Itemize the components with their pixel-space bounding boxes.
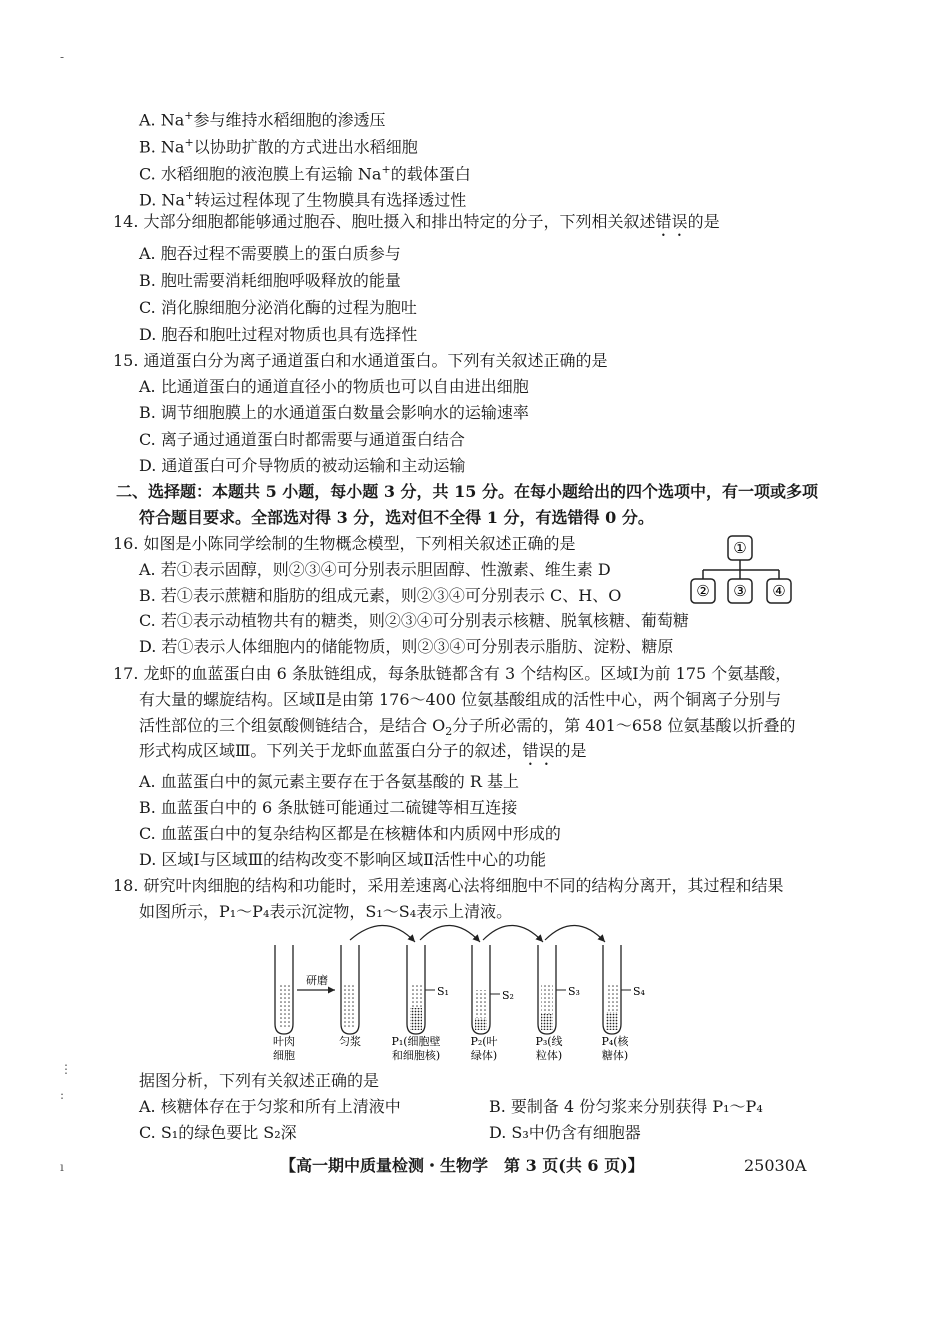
transfer-arrow-2 xyxy=(420,925,480,942)
q14-option-b: B. 胞吐需要消耗细胞呼吸释放的能量 xyxy=(139,271,401,290)
scan-mark-bottom: ı xyxy=(60,1160,64,1174)
tube3-caption-2: 绿体) xyxy=(470,1049,498,1062)
tube5-caption-2: 糖体) xyxy=(601,1049,629,1062)
tube5-caption-1: P₄(核 xyxy=(601,1035,629,1048)
q16-option-d: D. 若①表示人体细胞内的储能物质，则②③④可分别表示脂肪、淀粉、糖原 xyxy=(139,637,674,656)
q13-option-a: A. Na+参与维持水稻细胞的渗透压 xyxy=(139,109,386,130)
tube3-caption-1: P₂(叶 xyxy=(470,1035,498,1048)
q17-stem-line4: 形式构成区域Ⅲ。下列关于龙虾血蓝蛋白分子的叙述，错误的是 xyxy=(139,741,587,760)
q17-stem-line3: 活性部位的三个组氨酸侧链结合，是结合 $O_2$分子所必需的，第 401～658 位氨基酸以折叠的 xyxy=(139,716,796,739)
tube0-caption-1: 叶肉 xyxy=(273,1035,295,1048)
concept-model-diagram xyxy=(690,530,800,610)
tube-p3 xyxy=(538,945,566,1034)
tube2-caption-1: P₁(细胞壁 xyxy=(391,1035,441,1048)
tube2-caption-2: 和细胞核) xyxy=(391,1049,441,1062)
q18-prompt: 据图分析，下列有关叙述正确的是 xyxy=(139,1071,380,1090)
q17-stem-line2: 有大量的螺旋结构。区域Ⅱ是由第 176～400 位氨基酸组成的活性中心，两个铜离子分别与 xyxy=(139,690,782,709)
diagram-label-3: ③ xyxy=(733,582,747,600)
exam-code: 25030A xyxy=(744,1156,807,1175)
q13-option-c: C. 水稻细胞的液泡膜上有运输 Na+的载体蛋白 xyxy=(139,163,471,184)
q13-option-b: B. Na+以协助扩散的方式进出水稻细胞 xyxy=(139,136,418,157)
q18-stem-line2: 如图所示，P₁～P₄表示沉淀物，S₁～S₄表示上清液。 xyxy=(139,902,513,921)
tube-p4 xyxy=(603,945,631,1034)
q16-option-c: C. 若①表示动植物共有的糖类，则②③④可分别表示核糖、脱氧核糖、葡萄糖 xyxy=(139,611,689,630)
scan-mark-left-2: : xyxy=(60,1088,65,1102)
page-footer: 【高一期中质量检测・生物学 第 3 页(共 6 页)】 xyxy=(280,1156,644,1175)
tube4-caption-1: P₃(线 xyxy=(535,1035,563,1048)
s3-label: S₃ xyxy=(568,985,580,998)
tube-p2 xyxy=(472,945,500,1034)
transfer-arrow-4 xyxy=(545,925,605,942)
q16-option-b: B. 若①表示蔗糖和脂肪的组成元素，则②③④可分别表示 C、H、O xyxy=(139,586,622,605)
q18-option-b: B. 要制备 4 份匀浆来分别获得 P₁～P₄ xyxy=(489,1097,763,1116)
centrifugation-figure xyxy=(255,920,675,1065)
q17-option-a: A. 血蓝蛋白中的氮元素主要存在于各氨基酸的 R 基上 xyxy=(139,772,519,791)
tube1-caption: 匀浆 xyxy=(339,1035,361,1048)
q17-option-b: B. 血蓝蛋白中的 6 条肽链可能通过二硫键等相互连接 xyxy=(139,798,518,817)
tube0-caption-2: 细胞 xyxy=(273,1049,295,1062)
section2-instructions: 符合题目要求。全部选对得 3 分，选对但不全得 1 分，有选错得 0 分。 xyxy=(139,508,654,527)
q18-option-c: C. S₁的绿色要比 S₂深 xyxy=(139,1123,297,1142)
q15-option-c: C. 离子通过通道蛋白时都需要与通道蛋白结合 xyxy=(139,430,465,449)
transfer-arrow-1 xyxy=(350,925,415,942)
scan-mark-top: - xyxy=(60,50,65,64)
tube-p1 xyxy=(407,945,435,1034)
q16-option-a: A. 若①表示固醇，则②③④可分别表示胆固醇、性激素、维生素 D xyxy=(139,560,611,579)
s1-label: S₁ xyxy=(437,985,449,998)
q14-option-a: A. 胞吞过程不需要膜上的蛋白质参与 xyxy=(139,244,401,263)
q17-option-c: C. 血蓝蛋白中的复杂结构区都是在核糖体和内质网中形成的 xyxy=(139,824,561,843)
q16-stem: 16. 如图是小陈同学绘制的生物概念模型，下列相关叙述正确的是 xyxy=(113,534,576,553)
section2-heading: 二、选择题：本题共 5 小题，每小题 3 分，共 15 分。在每小题给出的四个选项中，有一项或多项 xyxy=(116,482,818,501)
q15-option-b: B. 调节细胞膜上的水通道蛋白数量会影响水的运输速率 xyxy=(139,403,529,422)
q18-option-a: A. 核糖体存在于匀浆和所有上清液中 xyxy=(139,1097,401,1116)
diagram-label-top: ① xyxy=(733,539,747,557)
q15-option-d: D. 通道蛋白可介导物质的被动运输和主动运输 xyxy=(139,456,466,475)
s4-label: S₄ xyxy=(633,985,645,998)
q13-option-d: D. Na+转运过程体现了生物膜具有选择透过性 xyxy=(139,189,467,210)
tube-homogenate xyxy=(341,945,359,1034)
q14-option-d: D. 胞吞和胞吐过程对物质也具有选择性 xyxy=(139,325,418,344)
q18-option-d: D. S₃中仍含有细胞器 xyxy=(489,1123,641,1142)
q17-option-d: D. 区域Ⅰ与区域Ⅲ的结构改变不影响区域Ⅱ活性中心的功能 xyxy=(139,850,547,869)
q17-stem-line1: 17. 龙虾的血蓝蛋白由 6 条肽链组成，每条肽链都含有 3 个结构区。区域Ⅰ为前 175 个氨基酸， xyxy=(113,664,792,683)
q15-option-a: A. 比通道蛋白的通道直径小的物质也可以自由进出细胞 xyxy=(139,377,529,396)
diagram-label-4: ④ xyxy=(772,582,786,600)
tube4-caption-2: 粒体) xyxy=(535,1049,563,1062)
transfer-arrow-3 xyxy=(483,925,543,942)
q14-option-c: C. 消化腺细胞分泌消化酶的过程为胞吐 xyxy=(139,298,417,317)
diagram-label-2: ② xyxy=(696,582,710,600)
q14-stem: 14. 大部分细胞都能够通过胞吞、胞吐摄入和排出特定的分子，下列相关叙述错误的是 xyxy=(113,212,720,231)
tube-mesophyll xyxy=(275,945,293,1034)
q15-stem: 15. 通道蛋白分为离子通道蛋白和水通道蛋白。下列有关叙述正确的是 xyxy=(113,351,608,370)
s2-label: S₂ xyxy=(502,989,514,1002)
scan-mark-left-1: ⋮ xyxy=(60,1062,72,1076)
grind-label: 研磨 xyxy=(306,974,328,987)
q18-stem-line1: 18. 研究叶肉细胞的结构和功能时，采用差速离心法将细胞中不同的结构分离开，其过程和结果 xyxy=(113,876,784,895)
